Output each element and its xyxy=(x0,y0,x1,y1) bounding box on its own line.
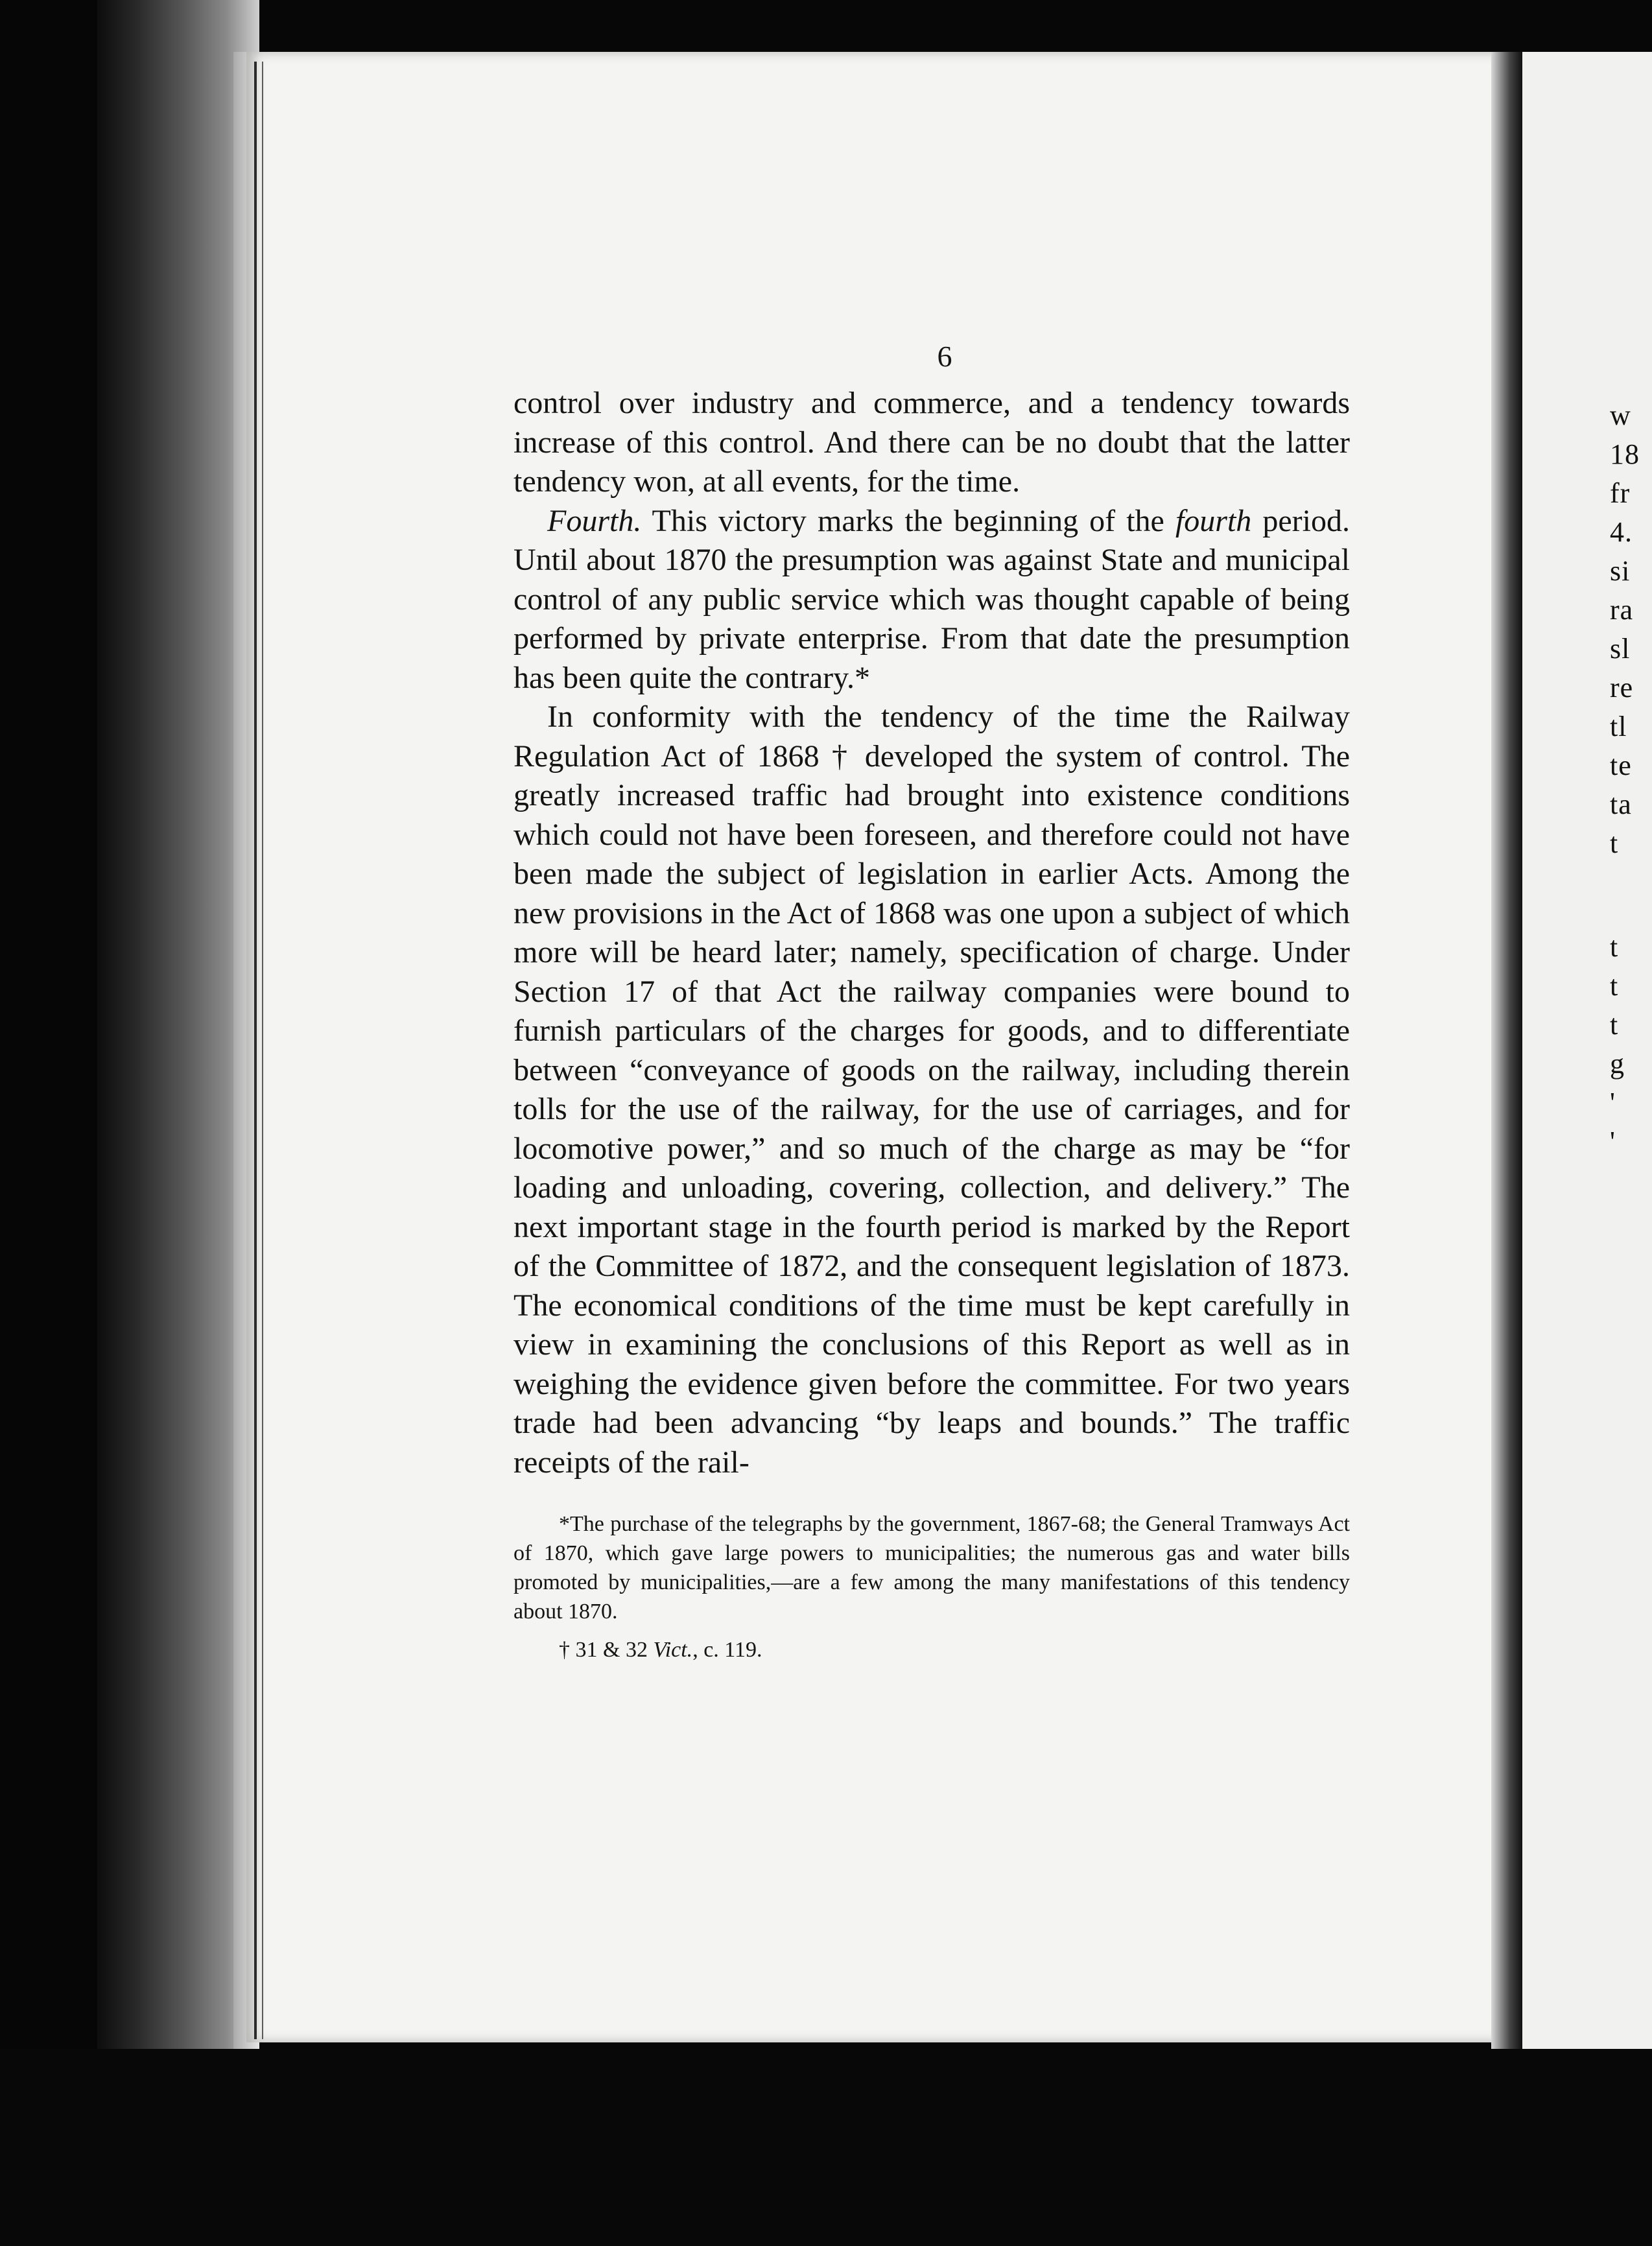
next-page-fragment: tl xyxy=(1610,711,1627,742)
next-page-fragment: si xyxy=(1610,555,1631,587)
next-page-fragment: 4. xyxy=(1610,516,1633,548)
next-page-edge xyxy=(1522,52,1652,2062)
footnote xyxy=(513,1635,1350,1664)
next-page-fragment: t xyxy=(1610,1009,1619,1041)
body-text xyxy=(513,384,1350,1482)
section-lead: Fourth. xyxy=(547,503,642,538)
footnote-emphasis: Vict. xyxy=(653,1638,693,1662)
footnote-text: , c. 119. xyxy=(692,1638,762,1662)
next-page-fragment: t xyxy=(1610,970,1619,1002)
next-page-fragment: sl xyxy=(1610,633,1631,665)
paragraph xyxy=(513,502,1350,698)
next-page-fragment: re xyxy=(1610,672,1634,703)
next-page-fragment: ra xyxy=(1610,594,1634,626)
next-page-fragment: ' xyxy=(1610,1087,1616,1118)
paragraph-text: period. Until about 1870 the presumption was against State and municipal control of any public service which was thought capable of being performed by private enterprise. From that date the presumption has been quite the contrary.* xyxy=(513,503,1350,695)
footnotes xyxy=(513,1509,1350,1664)
page-edge-line-inner xyxy=(262,62,263,2039)
footnote: *The purchase of the telegraphs by the government, 1867-68; the General Tramways Act of 1870, which gave large powers to municipalities; the numerous gas and water bills promoted by municipalities,—are a few among the many manifestations of this tendency about 1870. xyxy=(513,1512,1350,1624)
scan-background-bottom xyxy=(0,2049,1652,2246)
page-edge-line xyxy=(254,62,257,2039)
paragraph: In conformity with the tendency of the time the Railway Regulation Act of 1868 † developed the system of control. The greatly increased traffic had brought into existence conditions which could not have been foreseen, and therefore could not have been made the subject of legislation in earlier Acts. Among the new provisions in the Act of 1868 was one upon a subject of which more will be heard later; namely, specification of charge. Under Section 17 of that Act the railway companies were bound to furnish particulars of the charges for goods, and to differentiate between “conveyance of goods on the railway, including therein tolls for the use of the railway, for the use of carriages, and for locomotive power,” and so much of the charge as may be “for loading and unloading, covering, collection, and delivery.” The next important stage in the fourth period is marked by the Report of the Committee of 1872, and the consequent legislation of 1873. The economical conditions of the time must be kept carefully in view in examining the conclusions of this Report as well as in weighing the evidence given before the committee. For two years trade had been advancing “by leaps and bounds.” The traffic receipts of the rail- xyxy=(513,700,1350,1480)
next-page-fragment: g xyxy=(1610,1048,1625,1080)
next-page-fragment: ' xyxy=(1610,1126,1616,1157)
page-number: 6 xyxy=(937,340,952,373)
paragraph-text: This victory marks the beginning of the xyxy=(641,503,1175,538)
next-page-fragment: t xyxy=(1610,827,1619,859)
next-page-fragment: te xyxy=(1610,750,1632,781)
paragraph: control over industry and commerce, and a tendency towards increase of this control. And there can be no doubt that the latter tendency won, at all events, for the time. xyxy=(513,386,1350,499)
next-page-fragment: fr xyxy=(1610,477,1631,509)
next-page-fragment: t xyxy=(1610,931,1619,963)
scan-background-left xyxy=(0,0,97,2246)
emphasis: fourth xyxy=(1175,503,1252,538)
next-page-fragment: w xyxy=(1610,399,1631,431)
right-page-gutter xyxy=(1491,52,1522,2049)
next-page-fragment: 18 xyxy=(1610,438,1640,470)
footnote-text: † 31 & 32 xyxy=(559,1638,654,1662)
next-page-fragment: ta xyxy=(1610,788,1632,820)
page-content xyxy=(513,337,1350,1664)
